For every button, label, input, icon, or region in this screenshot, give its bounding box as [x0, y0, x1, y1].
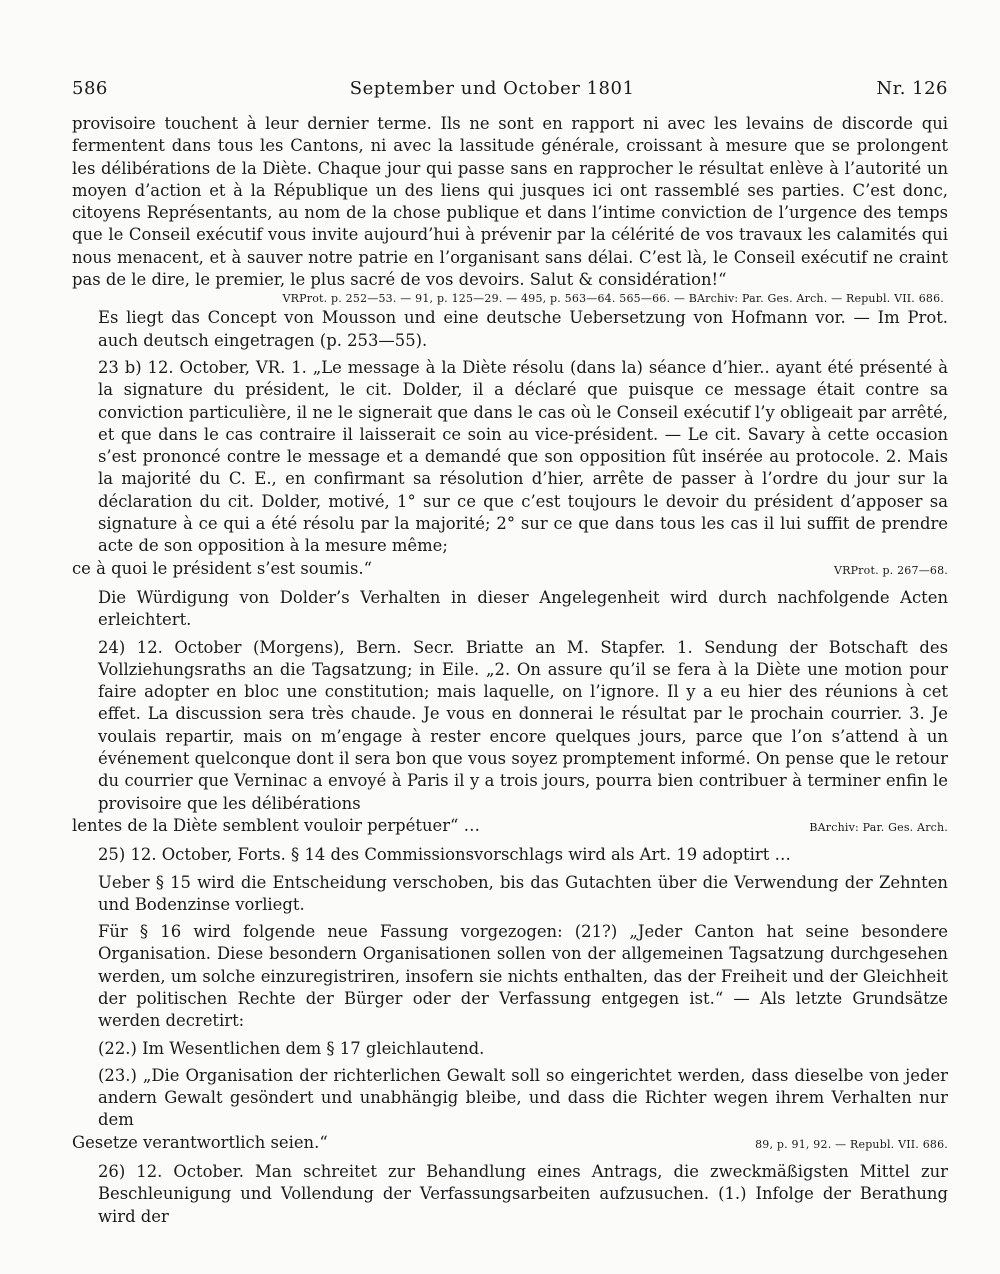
paragraph-3-last-line: [72, 558, 948, 582]
source-citation-4: 89, p. 91, 92. — Republ. VII. 686.: [755, 1137, 948, 1151]
paragraph-10-last-line: [72, 1132, 948, 1156]
page-number: 586: [72, 78, 108, 99]
paragraph-2: Es liegt das Concept von Mousson und eine deutsche Uebersetzung von Hofmann vor. — Im Prot. auch deutsch eingetragen (p. 253—55).: [98, 308, 948, 350]
paragraph-4: Die Würdigung von Dolder’s Verhalten in dieser Angelegenheit wird durch nachfolgende Acten erleichtert.: [98, 587, 948, 630]
paragraph-10: (23.) „Die Organisation der richterlichen Gewalt soll so eingerichtet werden, dass dieselbe von jeder andern Gewalt gesöndert und unabhängig bleibe, und dass die Richter wegen ihrem Verhalten nur dem: [98, 1065, 948, 1130]
paragraph-5-last-text: lentes de la Diète semblent vouloir perpétuer“ …: [72, 815, 481, 835]
paragraph-8: Für § 16 wird folgende neue Fassung vorgezogen: (21?) „Jeder Canton hat seine besondere Organisation. Diese besondern Organisationen sollen von der allgemeinen Tagsatzung durchgesehen werden, um solche einzuregistriren, insofern sie nichts enthalten, das der Freiheit und der Gleichheit der politischen Rechte der Bürger oder der Verfassung entgegen ist.“ — Als letzte Grundsätze werden decretirt:: [98, 922, 948, 1031]
source-citation-1: VRProt. p. 252—53. — 91, p. 125—29. — 495, p. 563—64. 565—66. — BArchiv: Par. Ges. Arch. — Republ. VII. 686.: [282, 292, 944, 306]
paragraph-11: 26) 12. October. Man schreitet zur Behandlung eines Antrags, die zweckmäßigsten Mittel zur Beschleunigung und Vollendung der Verfassungsarbeiten aufzusuchen. (1.) Infolge der Berathung wird der: [98, 1162, 948, 1226]
paragraph-9: (22.) Im Wesentlichen dem § 17 gleichlautend.: [98, 1038, 485, 1058]
source-citation-2: VRProt. p. 267—68.: [833, 563, 948, 577]
paragraph-1: provisoire touchent à leur dernier terme. Ils ne sont en rapport ni avec les levains de discorde qui fermentent dans tous les Cantons, ni avec la lassitude générale, croissant à mesure que se prolongent les délibérations de la Diète. Chaque jour qui passe sans en rapprocher le résultat enlève à l’autorité un moyen d’action et à la République un des liens qui jusques ici ont rassemblé ses parties. C’est donc, citoyens Représentants, au nom de la chose publique et dans l’intime conviction de l’urgence des temps que le Conseil exécutif vous invite aujourd’hui à prévenir par la célérité de vos travaux les calamités qui nous menacent, et à sauver notre patrie en l’organisant sans délai. C’est là, le Conseil exécutif ne craint pas de le dire, le premier, le plus sacré de vos devoirs. Salut & considération!“: [72, 114, 948, 290]
source-citation-3: BArchiv: Par. Ges. Arch.: [809, 820, 948, 834]
page-header: [72, 78, 948, 99]
paragraph-5: 24) 12. October (Morgens), Bern. Secr. Briatte an M. Stapfer. 1. Sendung der Botschaft des Vollziehungsraths an die Tagsatzung; in Eile. „2. On assure qu’il se fera à la Diète une motion pour faire adopter en bloc une constitution; mais laquelle, on l’ignore. Il y a eu hier des réunions à cet effet. La discussion sera très chaude. Je vous en donnerai le résultat par le prochain courrier. 3. Je voulais repartir, mais on m’engage à rester encore quelques jours, parce que l’on s’attend à un événement quelconque dont il sera bon que vous soyez promptement informé. On pense que le retour du courrier que Verninac a envoyé à Paris il y a trois jours, pourra bien contribuer à terminer enfin le provisoire que les délibérations: [98, 637, 948, 813]
paragraph-6: 25) 12. October, Forts. § 14 des Commissionsvorschlags wird als Art. 19 adoptirt …: [98, 845, 791, 865]
paragraph-5-last-line: [72, 815, 948, 839]
running-title: September und October 1801: [349, 78, 635, 99]
document-number: Nr. 126: [876, 78, 948, 99]
paragraph-3-last-text: ce à quoi le président s’est soumis.“: [72, 558, 372, 578]
paragraph-7: Ueber § 15 wird die Entscheidung verschoben, bis das Gutachten über die Verwendung der Zehnten und Bodenzinse vorliegt.: [98, 872, 948, 914]
paragraph-3: 23 b) 12. October, VR. 1. „Le message à la Diète résolu (dans la) séance d’hier.. ayant été présenté à la signature du président, le cit. Dolder, il a déclaré que puisque ce message était contre sa conviction particulière, il ne le signerait que dans le cas où le Conseil exécutif l’y obligeait par arrêté, et que dans le cas contraire il laisserait ce soin au vice-président. — Le cit. Savary à cette occasion s’est prononcé contre le message et a demandé que son opposition fût insérée au protocole. 2. Mais la majorité du C. E., en confirmant sa résolution d’hier, arrête de passer à l’ordre du jour sur la déclaration du cit. Dolder, motivé, 1° sur ce que c’est toujours le devoir du président d’apposer sa signature à ce qui a été résolu par la majorité; 2° sur ce que dans tous les cas il lui suffit de prendre acte de son opposition à la mesure même;: [98, 357, 948, 556]
page-body: [72, 113, 948, 1228]
paragraph-10-last-text: Gesetze verantwortlich seien.“: [72, 1132, 328, 1152]
